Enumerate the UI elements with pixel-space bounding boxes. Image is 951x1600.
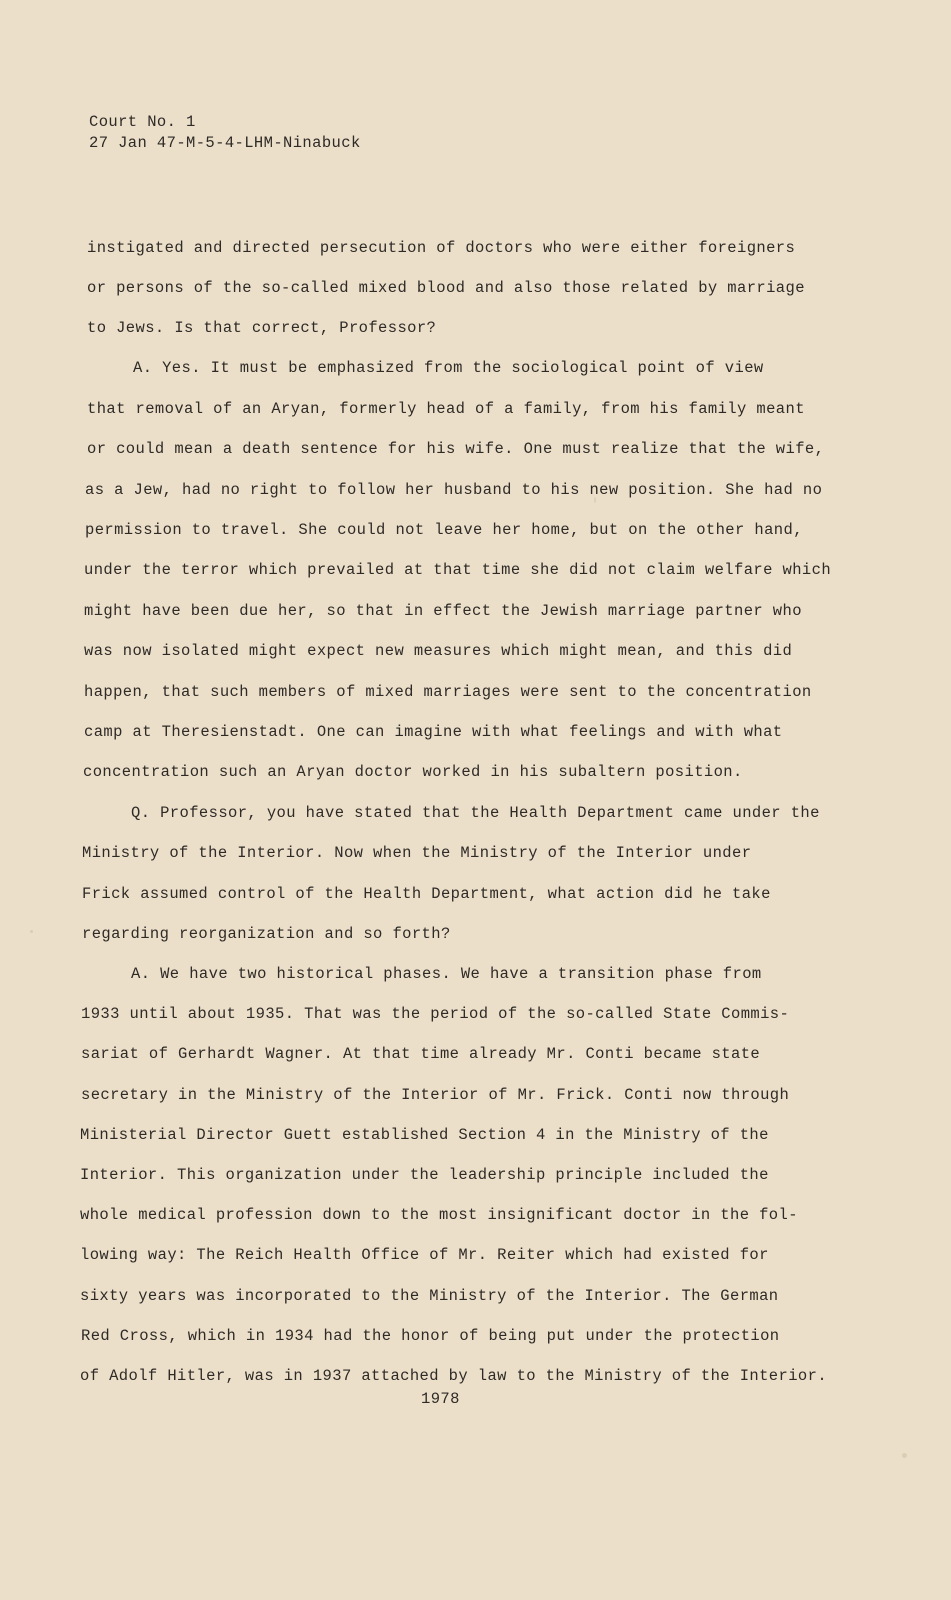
court-number: Court No. 1	[89, 113, 196, 131]
text-line: that removal of an Aryan, formerly head of a family, from his family meant	[87, 400, 805, 418]
text-line: sixty years was incorporated to the Ministry of the Interior. The German	[80, 1287, 779, 1305]
text-line: or could mean a death sentence for his wife. One must realize that the wife,	[87, 440, 825, 458]
text-line: whole medical profession down to the most insignificant doctor in the fol-	[80, 1206, 798, 1224]
transcript-reference: 27 Jan 47-M-5-4-LHM-Ninabuck	[89, 134, 361, 152]
text-line: was now isolated might expect new measures which might mean, and this did	[84, 642, 793, 660]
text-line: Q. Professor, you have stated that the Health Department came under the	[131, 804, 820, 822]
paper-stain	[30, 930, 33, 933]
text-line: A. We have two historical phases. We have a transition phase from	[131, 965, 762, 983]
text-line: Red Cross, which in 1934 had the honor of being put under the protection	[81, 1327, 780, 1345]
text-line: camp at Theresienstadt. One can imagine with what feelings and with what	[84, 723, 783, 741]
text-line: secretary in the Ministry of the Interior of Mr. Frick. Conti now through	[81, 1086, 790, 1104]
page-number: 1978	[421, 1390, 460, 1408]
text-line: 1933 until about 1935. That was the period of the so-called State Commis-	[81, 1005, 790, 1023]
text-line: A. Yes. It must be emphasized from the sociological point of view	[133, 359, 764, 377]
text-line: happen, that such members of mixed marriages were sent to the concentration	[84, 683, 812, 701]
text-line: under the terror which prevailed at that time she did not claim welfare which	[84, 561, 832, 579]
text-line: Ministerial Director Guett established Section 4 in the Ministry of the	[80, 1126, 769, 1144]
text-line: sariat of Gerhardt Wagner. At that time already Mr. Conti became state	[81, 1045, 761, 1063]
text-line: instigated and directed persecution of doctors who were either foreigners	[87, 239, 796, 257]
text-line: Ministry of the Interior. Now when the Ministry of the Interior under	[82, 844, 752, 862]
text-line: regarding reorganization and so forth?	[82, 925, 451, 943]
text-line: of Adolf Hitler, was in 1937 attached by law to the Ministry of the Interior.	[80, 1367, 828, 1385]
text-line: Interior. This organization under the leadership principle included the	[80, 1166, 769, 1184]
text-line: to Jews. Is that correct, Professor?	[87, 319, 437, 337]
paper-stain	[902, 1453, 907, 1458]
text-line: as a Jew, had no right to follow her husband to his new position. She had no	[85, 481, 823, 499]
text-line: concentration such an Aryan doctor worked in his subaltern position.	[83, 763, 743, 781]
text-line: or persons of the so-called mixed blood and also those related by marriage	[87, 279, 805, 297]
text-line: permission to travel. She could not leave her home, but on the other hand,	[85, 521, 803, 539]
text-line: Frick assumed control of the Health Department, what action did he take	[82, 885, 771, 903]
text-line: lowing way: The Reich Health Office of Mr. Reiter which had existed for	[80, 1246, 769, 1264]
text-line: might have been due her, so that in effect the Jewish marriage partner who	[84, 602, 802, 620]
